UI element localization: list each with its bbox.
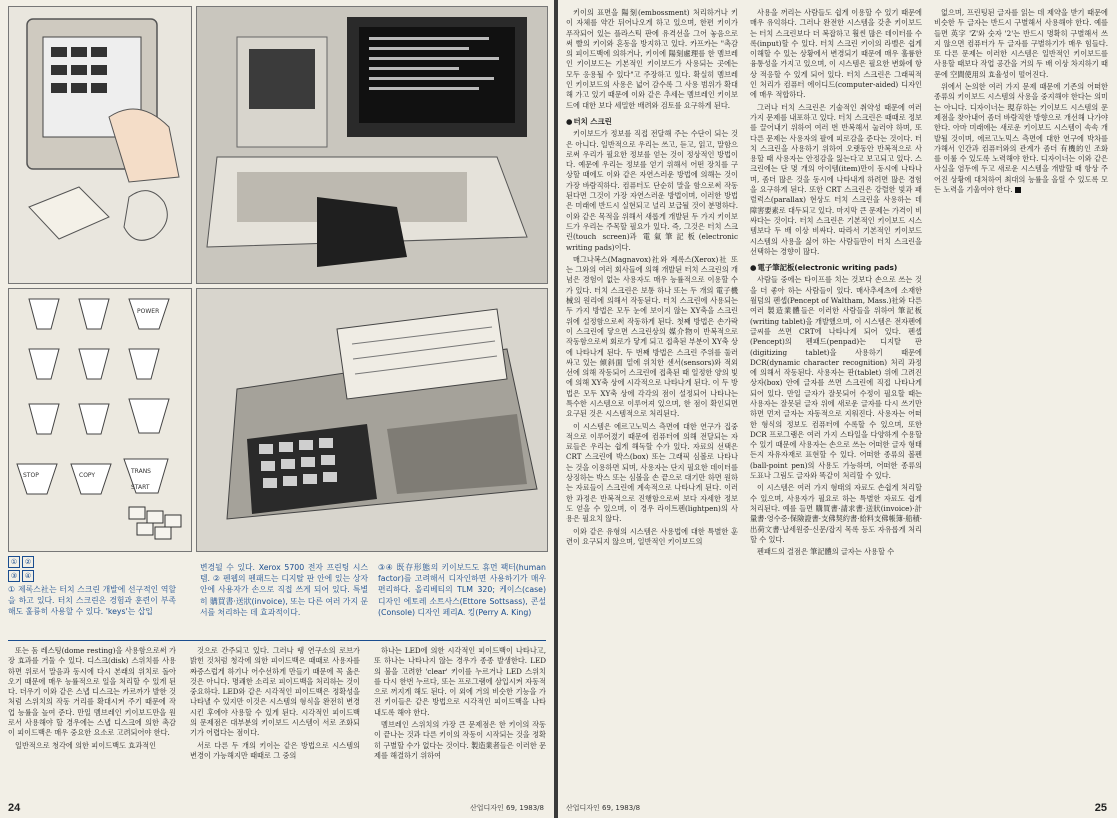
caption-index-1: ① — [8, 556, 20, 568]
paragraph — [934, 82, 1108, 195]
svg-text:STOP: STOP — [23, 472, 39, 479]
section-heading-writing-pads: ● 電子筆記板(electronic writing pads) — [750, 263, 922, 273]
paragraph: 멤브레인 스위치의 가장 큰 문제점은 한 키이의 작동이 끝나는 것과 다른 키이의 작동이 시작되는 것을 정확히 구별할 수가 없다는 것이다. 製造業者들은 이러한 문제를 해결하기 위하여 — [374, 720, 546, 760]
right-column-3 — [934, 8, 1108, 338]
footer-left: 산업디자인 69, 1983/8 — [469, 804, 544, 812]
paragraph: 펜패드의 결점은 筆記體의 글자는 사용할 수 — [757, 547, 895, 557]
photo-touch-screen-terminal — [8, 6, 192, 284]
svg-text:POWER: POWER — [137, 308, 160, 315]
caption-index-2: ② — [22, 556, 34, 568]
photo-key-caps — [8, 288, 192, 552]
paragraph: 하나는 LED에 의한 시각적인 피이드백이 나타나고, 또 하나는 나타나지 않는 경우가 종종 발생한다. LED의 불을 고려한 'clear' 키이를 누르거나 LED 스위치를 다시 한번 누르다, 또는 프로그램에 삼입시켜 자동적으로 꺼지게 해도 된다. 이 외에 거의 비슷한 기능을 가진 키이들은 같은 방법으로 시각적인 피이드백을 나타내도록 해야 한다. — [374, 646, 546, 717]
paragraph: 이와 같은 유형의 시스템은 사용법에 대한 특별한 훈련이 요구되지 않으며, 일반적인 키이보드의 — [566, 526, 738, 546]
photo-olivetti-terminal — [196, 288, 548, 552]
svg-text:COPY: COPY — [79, 472, 96, 479]
paragraph: 이 시스템은 여러 가지 형태의 자료도 손쉽게 처리할 수 있으며, 사용자가 필요로 하는 특별한 자료도 쉽게 처리된다. 예를 들면 購買書·請求書·送狀(invoice)·計量書·영수증·保險證書·支佛契約書·給料支佛帳簿·船積·出荷文書·납세원증·신문/잡지 목록 등도 자유롭게 처리할 수 있다. — [750, 483, 922, 544]
caption-index-3: ③ — [8, 570, 20, 582]
left-body-column-1 — [8, 646, 176, 796]
caption-index-4: ④ — [22, 570, 34, 582]
page-number-left: 24 — [8, 802, 21, 814]
paragraph: 그러나 터치 스크린은 기술적인 취약성 때문에 여러 가지 문제를 내포하고 있다. 터치 스크린은 때때로 정보를 끌어내기 위하여 여러 번 반복해서 눌러야 하며, 또 다른 문제는 사용자의 팔에 피로감을 준다는 것이다. 터치 스크린을 사용하기 위하여 오랫동안 반복적으로 사용할 때 사용자는 안정감을 잃는다고 보고되고 있다. 스크린에는 단 몇 개의 아이템(item)만이 동시에 나타나며, 좀더 많은 것을 동시에 나타내게 하려면 많은 경험을 요구하게 된다. 또한 CRT 스크린은 강렬한 빛과 패럴럭스(parallax) 현상도 터치 스크린을 사용하는 데 障害要素로 대두되고 있다. 마지막 큰 문제는 가격이 비싸다는 것이다. 터치 스크린은 기본적인 키이보드 시스템보다 두 배 이상 비싸다. 따라서 기본적인 키이보드 시스템의 사용을 싫어 하는 사람들만이 터치 스크린을 선택하는 경향이 많다. — [750, 102, 922, 256]
paragraph: 매그나복스(Magnavox)社와 제록스(Xerox)社 또는 그와의 여러 회사들에 의해 개발된 터치 스크린의 개념은 경험이 없는 사용자도 매우 능률적으로 이용할 수가 있다. 터치 스크린은 보통 하나 또는 두 개의 電子機械의 원리에 의해서 작동된다. 터치 스크린에 사용되는 두 가지 방법은 모두 눈에 보이지 않는 XY축을 스크린 위에 설정함으로써 작동하게 된다. 첫째 방법은 손가락이 스크린에 닿으면 스크린상의 媒介物이 반복적으로 작동함으로써 회로가 닿게 되고 접촉된 부분이 XY축 상에 나타나게 된다. 두 번째 방법은 스크린 주위를 둘러싸고 있는 傾斜面 밑에 위치한 센서(sensors)와 적외선에 의해 작동되어 스크린에 접촉된 때 일정한 양의 빛에 의해 XY축 상에 시각적으로 나타나게 된다. 이 두 방법은 모두 XY축 상에 각각의 점이 설정되어 나타나는 특수한 시스템으로 이루어져 있으며, 한 점이 확인되면 요구된 것은 시스템적으로 처리된다. — [566, 254, 738, 419]
right-column-1 — [566, 8, 738, 792]
left-body-column-3 — [374, 646, 546, 796]
photo-xerox-workstation — [196, 6, 548, 284]
paragraph: 없으며, 프린팅된 글자를 읽는 데 제약을 받기 때문에 비슷한 두 글자는 반드시 구별해서 사용해야 한다. 예를 들면 英字 'Z'와 숫자 '2'는 반드시 명확히 구별해서 쓰지 않으면 컴퓨터가 두 글자를 구별하기가 매우 힘들다. 또 다른 문제는 이러한 시스템은 일반적인 키이보드를 사용할 때보다 작업 공간을 거의 두 배 이상 차지하기 때문에 空間使用의 효율성이 떨어진다. — [934, 8, 1108, 79]
footer-right: 산업디자인 69, 1983/8 — [566, 804, 641, 812]
left-page — [0, 0, 554, 818]
paragraph: 이 시스템은 에르고노믹스 측면에 대한 연구가 집중적으로 이루어졌기 때문에 컴퓨터에 의해 전달되는 자료들은 우리는 쉽게 해독할 수가 있다. 자료의 선택은 CRT 스크린에 박스(box) 또는 그래픽 심볼로 나타나는 것을 이용하면 되며, 사용자는 단지 필요한 데이터를 상징하는 박스 또는 심볼을 손 끝으로 대기만 하면 원하는 자료들이 스크린에 계속적으로 나타나게 된다. 이러한 과정은 반복적으로 진행함으로써 보다 자세한 정보도 얻을 수 있으며, 이 경우 라이트펜(lightpen)의 사용은 필요치 않다. — [566, 421, 738, 524]
caption-photo-1: ① 제록스社는 터치 스크린 개발에 선구적인 역할을 하고 있다. 터치 스크린은 경험과 훈련이 부족해도 훌륭히 사용할 수 있다. 'keys'는 삽입 — [8, 585, 176, 617]
paragraph: 사용을 꺼리는 사람들도 쉽게 이용할 수 있기 때문에 매우 유익하다. 그러나 완전한 시스템을 갖춘 키이보드는 터치 스크린보다 더 복잡하고 훨씬 많은 데이터를 수록(input)할 수 있다. 터치 스크린 키이의 라벨은 쉽게 이해할 수 있는 상황에서 변경되기 때문에 매우 훌륭한 융통성을 가지고 있으며, 이 시스템은 필요한 변화에 항상 적응할 수 있게 되어 있다. 터치 스크린은 그래픽적인 처리가 컴퓨터 에이디드(computer-aided) 디자인에 매우 적합하다. — [750, 8, 922, 100]
paragraph: 또는 돔 레스팅(dome resting)을 사용함으로써 가장 효과를 거둘 수 있다. 디스크(disk) 스위치를 사용하면 위로서 말음과 동시에 다시 본래의 위치로 돌아오기 때문에 매우 능률적으로 일을 처리할 수 있게 된다. 더우기 이와 같은 스냅 디스크는 카르까가 발한 것처럼 스위치의 작동 거리를 확대시켜 주기 때문에 작업 능률을 높여 준다. 만일 멤브레인 키이보드만을 원로서 사용해야 할 경우에는 스냅 디스크에 의한 촉감이 피이드백은 매우 중요한 요소로 고려되어야 한다. — [8, 646, 176, 738]
caption-divider — [8, 640, 546, 641]
left-body-column-2 — [190, 646, 360, 796]
end-mark-icon — [1015, 187, 1021, 193]
right-column-2 — [750, 8, 922, 792]
caption-photo-3-4: ③④ 既存形態의 키이보드도 휴먼 팩터(human factor)를 고려해서 디자인하면 사용하기가 매우 편리하다. 올리베티의 TLM 320; 케이스(case) 디자인 에토레 소트사스(Ettore Sottsass), 콘설(Console) 디자인 페리A. 킹(Perry A. King) — [378, 563, 546, 617]
page-number-right: 25 — [1094, 802, 1107, 814]
paragraph: 일반적으로 청각에 의한 피이드백도 효과적인 — [15, 740, 157, 750]
caption-index-grid — [8, 556, 36, 584]
paragraph: 서로 다른 두 개의 키이는 같은 방법으로 시스템의 변경이 가능해지만 때때로 그 중의 — [190, 740, 360, 760]
caption-photo-2: 변경될 수 있다. Xerox 5700 전자 프린팅 시스템. ② 펜웹의 펜패드는 디지탈 판 안에 있는 상자 안에 사용자가 손으로 직접 쓰게 되어 있다. 특별히 購買書·送狀(invoice), 또는 다른 여러 가지 문서를 처리하는 데 효과적이다. — [200, 563, 368, 617]
paragraph: 키이의 표면을 陽刻(embossment) 처리하거나 키이 자체를 약간 뒤어나오게 하고 있으며, 한편 키이가 푸작되어 있는 플라스틱 판에 유격선을 그어 놓음으로써 빨의 키이와 혼동을 방지하고 있다. 카프카는 "촉감의 피이드백에 의하거나, 키이에 陽刻處理를 한 멤브레인 키이보드는 기본적인 키이보드가 사용되는 곳에는 모두 응용될 수 있다"고 주장하고 있다. 확실히 멤브레인 키이보드의 사용은 넓어 감수록 그 사용 범위가 확대해 가고 있기 때문에 이와 같은 추세는 멤브레인 키이보드에 대한 보다 세밀한 배려와 검토를 요구하게 된다. — [566, 8, 738, 110]
right-page — [558, 0, 1117, 818]
section-heading-touch-screen: ● 터치 스크린 — [566, 117, 738, 127]
paragraph: 키이보드가 정보를 직접 전달해 주는 수단이 되는 것은 아니다. 일반적으로 우리는 쓰고, 듣고, 읽고, 말함으로써 우리가 필요한 정보를 얻는 것이 정상적인 방법이다. 예문에 우리는 정보를 얻기 위해서 어떤 장치를 구상할 때에도 이와 같은 자연스러운 방법에 의해는 것이 가장 바람직하다. 컴퓨터도 단순히 말을 함으로써 작동된다면 그것이 가장 자연스러운 방법이며, 이러한 방법은 미래에 반드시 실현되고 널리 보급될 것이 분명하다. 이와 같은 목적을 위해서 새롭게 개발된 두 가지 키이보드가 우리는 주목할 필요가 있다. 즉, 그것은 터치 스크린(touch screen)과 電氣筆記板(electronic writing pads)이다. — [566, 129, 738, 252]
paragraph: 사람들 중에는 타이프를 치는 것보다 손으로 쓰는 것을 더 좋아 하는 사람들이 있다. 매사추세츠에 소재한 월덤의 펜셉(Pencept of Waltham, Mass.)社와 다른 여러 製造業體들은 이러한 사람들을 위하여 筆記板(writing tablet)을 개발했으며, 이 시스템은 전자펜에 글씨를 쓰면 CRT에 나타나게 되어 있다. 펜셉(Pencept)의 펜패드(penpad)는 디지탈 판(digitizing tablet)을 사용하기 때문에 DCR(dynamic character recognition) 처리 과정에 의해서 작동된다. 사용자는 판(tablet) 위에 그려진 상자(box) 안에 글자를 쓰면 스크린에 직접 나타나게 되어 있다. 만일 글자가 잘못되어 수정이 필요할 때는 사용자는 잘못된 글자 위에 새로운 글자를 다시 쓰기만 하면 먼저 글자는 자동적으로 지워진다. 사용자는 어떠한 형식의 정보도 컴퓨터에 수록할 수 있으며, 또한 DCR 프로그램은 여러 가지 스타일을 다양하게 수용할 수 있기 때문에 사용자는 손으로 쓰는 어떠한 글자 형태든지 자유자재로 표현할 수 있다. 어떠한 종류의 볼펜(ball-point pen)의 사용도 가능하며, 어떠한 종류의 도표나 그림도 글자와 똑같이 처리할 수 있다. — [750, 275, 922, 481]
svg-text:START: START — [131, 484, 150, 491]
svg-text:TRANS: TRANS — [131, 468, 151, 475]
paragraph-text: 위에서 논의한 여러 가지 문제 때문에 기존의 어떠한 종류의 키이보드 시스템의 사용을 중지해야 한다는 의미는 아니다. 디자이너는 現存하는 키이보드 시스템의 문제점을 찾아내어 좀더 바람직한 방향으로 개선해 나가야 한다. 아마 미래에는 새로운 키이보드 시스템이 속속 개발될 것이며, 에르고노믹스 측면에 대한 연구에 박차를 가해서 인간과 컴퓨터와의 관계가 좀더 有機的인 조화를 이룰 수 있도록 노력해야 한다. 디자이너는 이와 같은 사실을 염두에 두고 새로운 시스템을 개발할 때 항상 주어진 상황에 대처하여 최대의 능률을 올릴 수 있도록 모든 노력을 기울여야 한다. — [934, 82, 1108, 195]
paragraph: 것으로 간주되고 있다. 그러나 뗑 연구소의 로브가 밝힌 것처럼 청각에 의한 피이드백은 때때로 사용자를 짜증스럽게 하기나 어수선하게 만들기 때문에 꼭 옳은 것은 아니다. 명쾌한 소리로 피이드백을 처리하는 것이 중요하다. LED와 같은 시각적인 피이드백은 정확성을 나타낼 수 있지만 이것은 시스템의 형식을 완전히 변경시킨 후에야 사용할 수 있게 된다. 시각적인 피이드백의 문제점은 대부분의 키이보드 시스템이 서로 조화되기가 어렵다는 점이다. — [190, 646, 360, 738]
